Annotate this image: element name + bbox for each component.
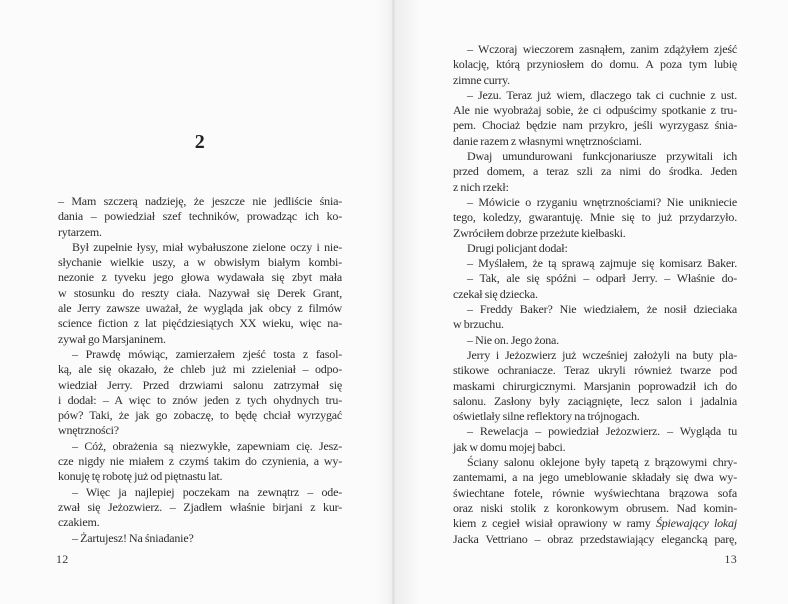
text-line bbox=[58, 469, 342, 484]
text-segment: oraz niski stolik z koronkowym obrusem. Nad komin- bbox=[453, 500, 737, 515]
text-segment: Zwróciłem dobrze przeżute kiełbaski. bbox=[453, 225, 626, 240]
text-segment: wiedział Jerry. Przed drzwiami salonu zatrzymał się bbox=[58, 377, 342, 392]
text-line bbox=[453, 302, 737, 317]
text-segment: Drugi policjant dodał: bbox=[467, 240, 568, 255]
text-segment: – Tak, ale się spóźni – odparł Jerry. – Właśnie do- bbox=[467, 271, 737, 286]
text-segment: zwał się Jeżozwierz. – Zjadłem właśnie birjani z kur- bbox=[58, 499, 342, 514]
text-segment: – Prawdę mówiąc, zamierzałem zjeść tosta z fasol- bbox=[72, 346, 342, 361]
text-segment: zimne curry. bbox=[453, 72, 510, 87]
text-line bbox=[453, 348, 737, 363]
text-line bbox=[453, 134, 737, 149]
text-line bbox=[58, 316, 342, 331]
page-gutter-shadow bbox=[374, 0, 420, 604]
text-segment: – Mówicie o rzyganiu wnętrznościami? Nie unikniecie bbox=[467, 194, 737, 209]
text-segment: świechtane fotele, równie wyświechtana brązowa sofa bbox=[453, 485, 737, 500]
text-line bbox=[453, 210, 737, 225]
text-segment: ką, ale się okazało, że chleb już mi zzieleniał – odpo- bbox=[58, 362, 342, 377]
text-line bbox=[453, 333, 737, 348]
text-line bbox=[453, 394, 737, 409]
text-segment: tego, koledzy, gwarantuję. Mnie się to już przydarzyło. bbox=[453, 210, 737, 225]
text-segment: nezonie z tyveku jego głowa wydawała się zbyt mała bbox=[58, 270, 342, 285]
text-line bbox=[58, 439, 342, 454]
text-line bbox=[58, 515, 342, 530]
text-segment: w stosunku do reszty ciała. Nazywał się Derek Grant, bbox=[58, 285, 342, 300]
text-segment: – Freddy Baker? Nie wiedziałem, że nosił dzieciaka bbox=[467, 302, 737, 317]
text-segment: pów? Taki, że jak go zobaczę, to będę chciał wyrzygać bbox=[58, 408, 342, 423]
text-line bbox=[453, 118, 737, 133]
text-line bbox=[453, 180, 737, 195]
text-line bbox=[453, 317, 737, 332]
text-line bbox=[453, 42, 737, 57]
text-line bbox=[58, 378, 342, 393]
text-segment: zantemami, a na jego umeblowanie składały się dwa wy- bbox=[453, 470, 737, 485]
text-line bbox=[58, 240, 342, 255]
text-segment: – Cóż, obrażenia są niezwykłe, zapewniam cię. Jesz- bbox=[72, 438, 342, 453]
text-line bbox=[58, 393, 342, 408]
italic-text-segment: Śpiewający lokaj bbox=[655, 516, 737, 531]
text-segment: ale Jerry zawsze uważał, że wygląda jak obcy z filmów bbox=[58, 301, 342, 316]
text-segment: przed domem, a teraz szli za nimi do środka. Jeden bbox=[453, 164, 737, 179]
text-line bbox=[58, 454, 342, 469]
text-segment: stikowe ochraniacze. Teraz ukryli również twarze pod bbox=[453, 363, 737, 378]
text-segment: Jerry i Jeżozwierz już wcześniej założyli na buty pla- bbox=[467, 347, 737, 362]
text-segment: oświetlały silne reflektory na trójnogach. bbox=[453, 409, 640, 424]
text-segment: – Rewelacja – powiedział Jeżozwierz. – Wygląda tu bbox=[467, 424, 737, 439]
text-segment: cze nigdy nie miałem z czymś takim do czynienia, a wy- bbox=[58, 454, 342, 469]
text-segment: Ale nie wyobrażaj sobie, że ci odpuścimy spotkanie z tru- bbox=[453, 103, 737, 118]
text-line bbox=[453, 256, 737, 271]
text-line bbox=[58, 209, 342, 224]
text-line bbox=[453, 363, 737, 378]
text-segment: Dwaj umundurowani funkcjonariusze przywitali ich bbox=[467, 149, 737, 164]
text-line bbox=[58, 408, 342, 423]
text-segment: rytarzem. bbox=[58, 224, 102, 239]
right-page bbox=[453, 42, 737, 547]
text-segment: wnętrzności? bbox=[58, 423, 119, 438]
text-segment: Był zupełnie łysy, miał wybałuszone zielone oczy i nie- bbox=[72, 239, 342, 254]
text-segment: w brzuchu. bbox=[453, 317, 504, 332]
text-segment: konuję tę robotę już od piętnastu lat. bbox=[58, 469, 223, 484]
left-page bbox=[58, 130, 342, 546]
text-line bbox=[453, 379, 737, 394]
text-line bbox=[58, 194, 342, 209]
text-segment: pem. Chociaż będzie nam przykro, jeśli wyrzygasz śnia- bbox=[453, 118, 737, 133]
text-line bbox=[453, 455, 737, 470]
text-line bbox=[453, 88, 737, 103]
text-segment: – Mam szczerą nadzieję, że jeszcze nie jedliście śnia- bbox=[58, 194, 342, 208]
text-line bbox=[453, 164, 737, 179]
text-segment: – Więc ja najlepiej poczekam na zewnątrz – ode- bbox=[72, 484, 342, 499]
text-segment: z nich rzekł: bbox=[453, 179, 509, 194]
text-line bbox=[453, 424, 737, 439]
text-line bbox=[58, 286, 342, 301]
text-segment: – Jezu. Teraz już wiem, dlaczego tak ci cuchnie z ust. bbox=[467, 87, 737, 102]
text-line bbox=[453, 486, 737, 501]
text-line bbox=[453, 470, 737, 485]
text-segment: maskami chirurgicznymi. Marsjanin poprowadził ich do bbox=[453, 378, 737, 393]
text-segment: dania – powiedział szef techników, prowadząc ich ko- bbox=[58, 209, 342, 224]
text-segment: i dodał: – A więc to znów jeden z tych ohydnych tru- bbox=[58, 392, 342, 407]
chapter-heading: 2 bbox=[194, 131, 206, 153]
left-text-column bbox=[58, 194, 342, 546]
text-segment: danie razem z własnymi wnętrznościami. bbox=[453, 133, 642, 148]
text-line bbox=[58, 270, 342, 285]
text-line bbox=[453, 103, 737, 118]
text-segment: jak w domu mojej babci. bbox=[453, 439, 566, 454]
text-line bbox=[58, 423, 342, 438]
text-line bbox=[453, 195, 737, 210]
text-line bbox=[453, 516, 737, 531]
text-segment: – Myślałem, że tą sprawą zajmuje się komisarz Baker. bbox=[467, 256, 737, 271]
text-segment: Ściany salonu oklejone były tapetą z brązowymi chry- bbox=[467, 455, 737, 470]
text-line bbox=[453, 440, 737, 455]
right-page-number: 13 bbox=[724, 552, 737, 566]
text-line bbox=[58, 255, 342, 270]
text-line bbox=[453, 287, 737, 302]
left-page-number: 12 bbox=[56, 552, 69, 566]
text-segment: Jacka Vettriano – obraz przedstawiający elegancką parę, bbox=[453, 531, 737, 546]
text-segment: science fiction z lat pięćdziesiątych XX wieku, więc na- bbox=[58, 316, 342, 331]
text-line bbox=[453, 57, 737, 72]
text-segment: – Żartujesz! Na śniadanie? bbox=[72, 530, 194, 545]
text-segment: słychanie wielkie uszy, a w obwisłym białym kombi- bbox=[58, 255, 342, 270]
text-segment: czekał się dziecka. bbox=[453, 286, 538, 301]
text-line bbox=[58, 500, 342, 515]
text-line bbox=[58, 485, 342, 500]
text-line bbox=[453, 271, 737, 286]
text-line bbox=[453, 409, 737, 424]
text-line bbox=[453, 226, 737, 241]
text-segment: – Wczoraj wieczorem zasnąłem, zanim zdążyłem zjeść bbox=[467, 42, 737, 56]
text-segment: zywał go Marsjaninem. bbox=[58, 331, 166, 346]
text-segment: salonu. Zasłony były zaciągnięte, lecz salon i jadalnia bbox=[453, 393, 737, 408]
text-segment: kiem z cegieł wisiał oprawiony w ramy bbox=[453, 516, 656, 531]
text-line bbox=[453, 532, 737, 547]
text-segment: kolację, którą przyniosłem do domu. A poza tym lubię bbox=[453, 57, 737, 72]
text-segment: – Nie on. Jego żona. bbox=[467, 332, 559, 347]
text-line bbox=[58, 347, 342, 362]
text-line bbox=[453, 73, 737, 88]
text-line bbox=[58, 225, 342, 240]
text-line bbox=[453, 149, 737, 164]
text-line bbox=[58, 362, 342, 377]
text-line bbox=[58, 332, 342, 347]
text-line bbox=[453, 501, 737, 516]
right-text-column bbox=[453, 42, 737, 547]
text-segment: czakiem. bbox=[58, 515, 100, 530]
text-line bbox=[453, 241, 737, 256]
text-line bbox=[58, 531, 342, 546]
text-line bbox=[58, 301, 342, 316]
